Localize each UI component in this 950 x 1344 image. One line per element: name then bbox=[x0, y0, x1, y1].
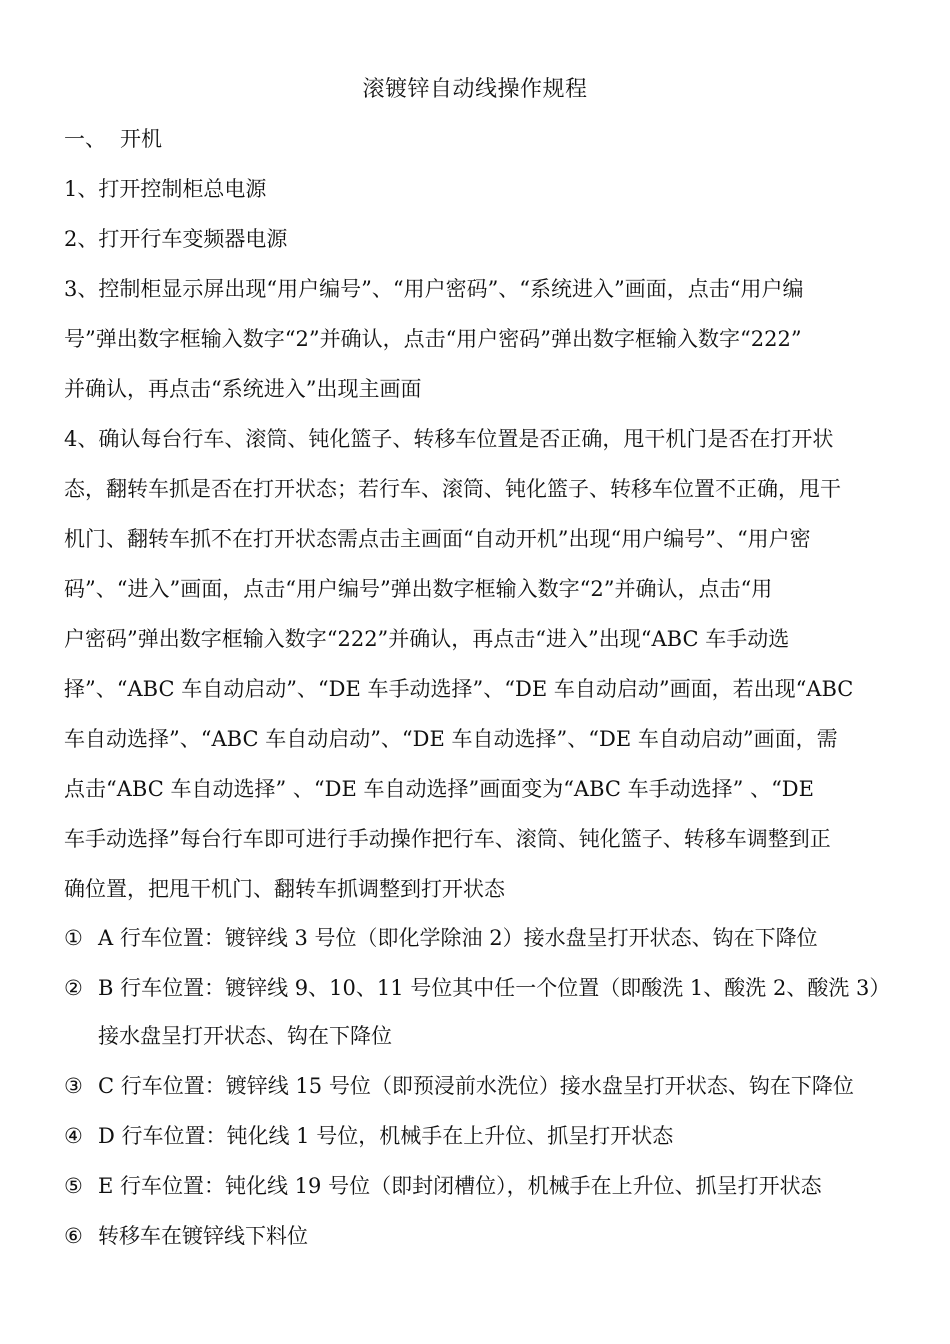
paragraph-line: 机门、翻转车抓不在打开状态需点击主画面“自动开机”出现“用户编号”、“用户密 bbox=[64, 527, 811, 551]
list-item bbox=[64, 1171, 822, 1201]
paragraph-line: 码”、“进入”画面，点击“用户编号”弹出数字框输入数字“2”并确认，点击“用 bbox=[64, 577, 773, 601]
paragraph-line: 2、打开行车变频器电源 bbox=[64, 227, 288, 251]
item-marker: ⑤ bbox=[64, 1174, 83, 1198]
item-marker: ② bbox=[64, 976, 83, 1000]
item-text: C 行车位置：镀锌线 15 号位（即预浸前水洗位）接水盘呈打开状态、钩在下降位 bbox=[98, 1074, 854, 1098]
item-text: 转移车在镀锌线下料位 bbox=[98, 1224, 308, 1248]
list-item bbox=[64, 923, 818, 953]
item-marker: ① bbox=[64, 926, 83, 950]
item-marker: ⑥ bbox=[64, 1224, 83, 1248]
list-item-continuation bbox=[98, 1021, 392, 1051]
paragraph-line: 确位置，把甩干机门、翻转车抓调整到打开状态 bbox=[64, 877, 505, 901]
item-text: A 行车位置：镀锌线 3 号位（即化学除油 2）接水盘呈打开状态、钩在下降位 bbox=[98, 926, 818, 950]
paragraph-line: 择”、“ABC 车自动启动”、“DE 车手动选择”、“DE 车自动启动”画面，若出现“ABC bbox=[64, 677, 854, 701]
list-item bbox=[64, 1121, 673, 1151]
paragraph-line: 车自动选择”、“ABC 车自动启动”、“DE 车自动选择”、“DE 车自动启动”画面，需 bbox=[64, 727, 838, 751]
document-title: 滚镀锌自动线操作规程 bbox=[362, 77, 588, 102]
paragraph-line: 1、打开控制柜总电源 bbox=[64, 177, 267, 201]
list-item bbox=[64, 1221, 308, 1251]
item-text: D 行车位置：钝化线 1 号位，机械手在上升位、抓呈打开状态 bbox=[98, 1124, 674, 1148]
paragraph-line: 4、确认每台行车、滚筒、钝化篮子、转移车位置是否正确，甩干机门是否在打开状 bbox=[64, 427, 834, 451]
section-number: 一、 bbox=[64, 127, 106, 151]
paragraph-line: 户密码”弹出数字框输入数字“222”并确认，再点击“进入”出现“ABC 车手动选 bbox=[64, 627, 790, 651]
item-text: E 行车位置：钝化线 19 号位（即封闭槽位），机械手在上升位、抓呈打开状态 bbox=[98, 1174, 822, 1198]
paragraph-line: 态，翻转车抓是否在打开状态；若行车、滚筒、钝化篮子、转移车位置不正确，甩干 bbox=[64, 477, 841, 501]
item-text: 接水盘呈打开状态、钩在下降位 bbox=[98, 1024, 392, 1048]
paragraph-line: 3、控制柜显示屏出现“用户编号”、“用户密码”、“系统进入”画面，点击“用户编 bbox=[64, 277, 804, 301]
item-marker: ③ bbox=[64, 1074, 83, 1098]
paragraph-line: 点击“ABC 车自动选择” 、“DE 车自动选择”画面变为“ABC 车手动选择” 、“DE bbox=[64, 777, 814, 801]
paragraph-line: 车手动选择”每台行车即可进行手动操作把行车、滚筒、钝化篮子、转移车调整到正 bbox=[64, 827, 831, 851]
item-text: B 行车位置：镀锌线 9、10、11 号位其中任一个位置（即酸洗 1、酸洗 2、酸洗 3） bbox=[98, 976, 891, 1000]
list-item bbox=[64, 973, 890, 1003]
section-heading-text: 开机 bbox=[120, 127, 162, 151]
paragraph-line: 并确认，再点击“系统进入”出现主画面 bbox=[64, 377, 422, 401]
list-item bbox=[64, 1071, 854, 1101]
item-marker: ④ bbox=[64, 1124, 83, 1148]
section-heading bbox=[64, 124, 162, 154]
paragraph-line: 号”弹出数字框输入数字“2”并确认，点击“用户密码”弹出数字框输入数字“222” bbox=[64, 327, 802, 351]
